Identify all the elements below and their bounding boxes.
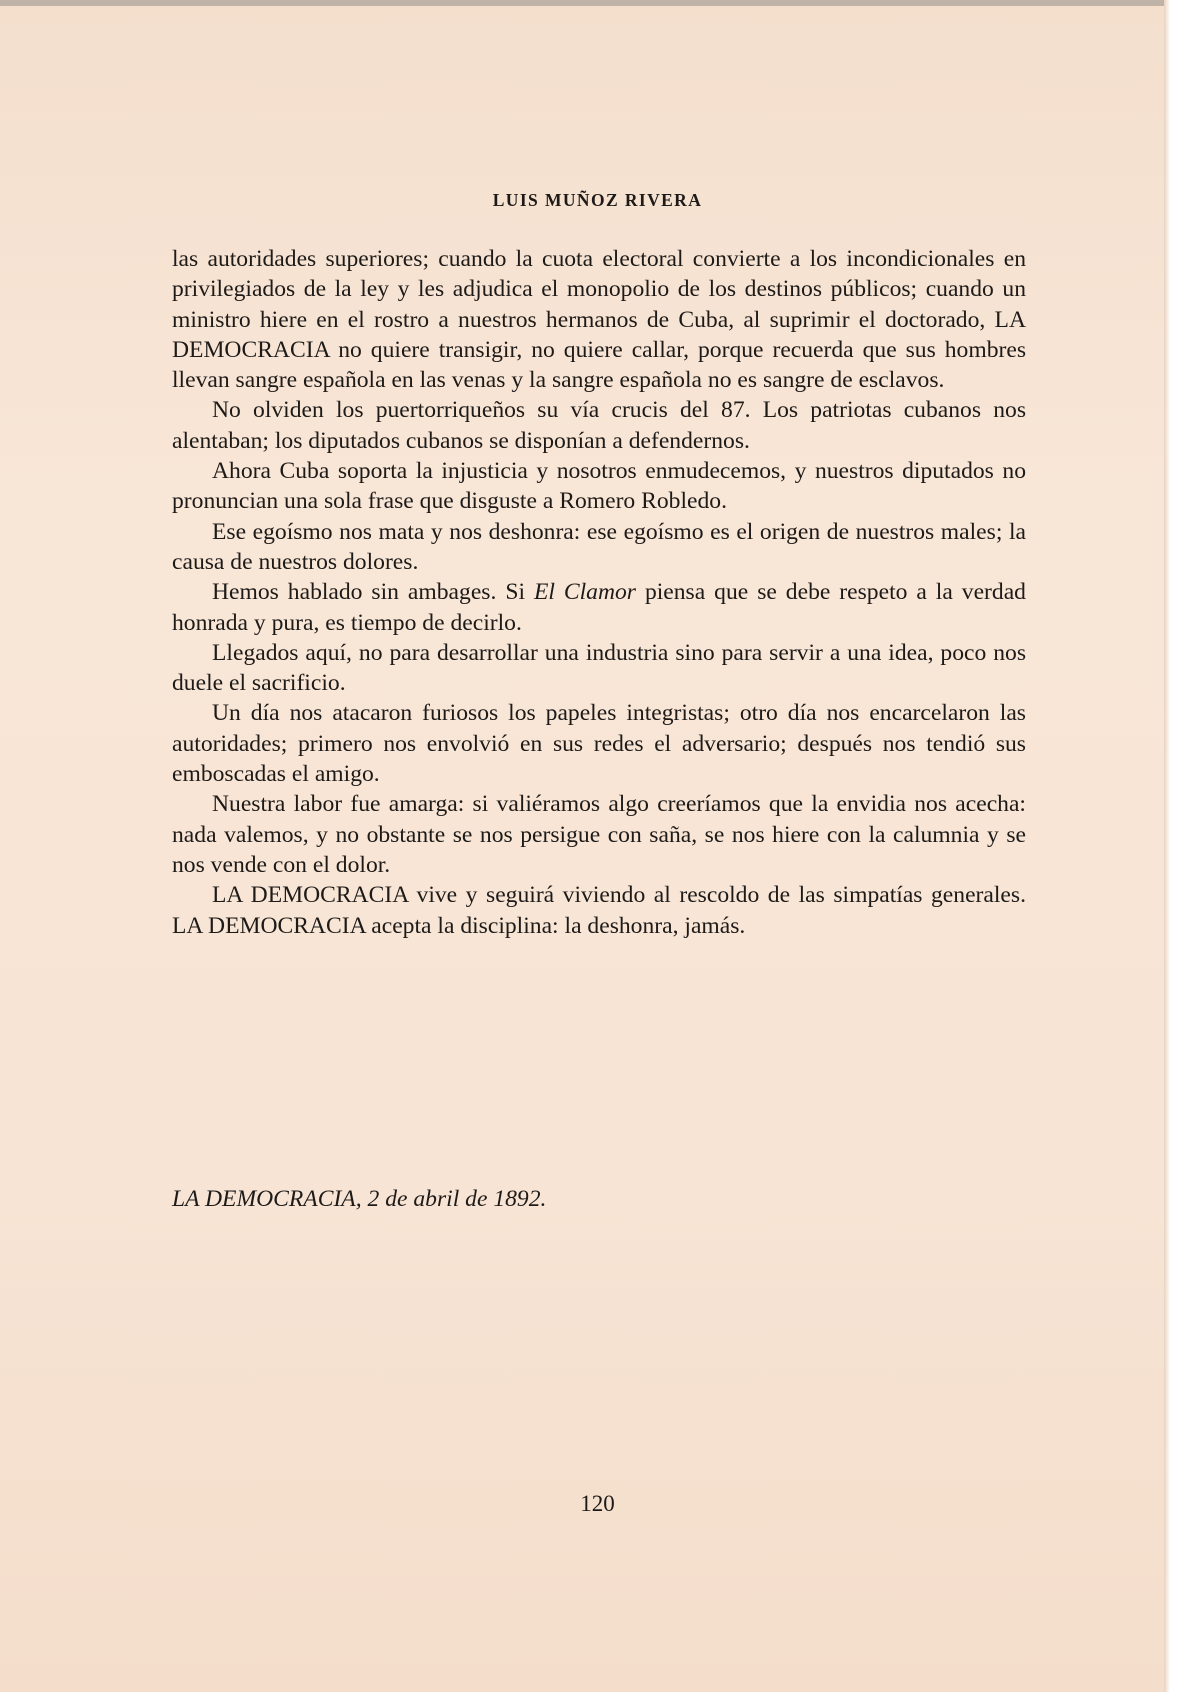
paragraph: Ese egoísmo nos mata y nos deshonra: ese egoísmo es el origen de nuestros males; la causa de nuestros dolores. [172, 518, 1026, 575]
paragraph: LA DEMOCRACIA vive y seguirá viviendo al rescoldo de las simpatías generales. LA DEMOCRACIA acepta la disciplina: la deshonra, jamás. [172, 882, 1026, 939]
paragraph [172, 577, 1026, 638]
paragraph-text: piensa que se debe respeto a la verdad honrada y pura, es tiempo de decirlo. [172, 579, 1026, 636]
paragraph: Ahora Cuba soporta la injusticia y nosotros enmudecemos, y nuestros diputados no pronuncian una sola frase que disguste a Romero Robledo. [172, 458, 1026, 515]
paragraph: las autoridades superiores; cuando la cuota electoral convierte a los incondicionales en privilegiados de la ley y les adjudica el monopolio de los destinos públicos; cuando un ministro hiere en el rostro a nuestros hermanos de Cuba, al suprimir el doctorado, LA DEMOCRACIA no quiere transigir, no quiere callar, porque recuerda que sus hombres llevan sangre española en las venas y la sangre española no es sangre de esclavos. [172, 246, 1026, 394]
page-number: 120 [580, 1491, 615, 1516]
running-head: LUIS MUÑOZ RIVERA [492, 190, 703, 210]
paragraph: No olviden los puertorriqueños su vía crucis del 87. Los patriotas cubanos nos alentaban; los diputados cubanos se disponían a defendernos. [172, 397, 1026, 454]
paragraph: Un día nos atacaron furiosos los papeles integristas; otro día nos encarcelaron las autoridades; primero nos envolvió en sus redes el adversario; después nos tendió sus emboscadas el amigo. [172, 700, 1026, 788]
page-top-edge [0, 0, 1170, 6]
body-text [172, 244, 1026, 941]
paragraph: Nuestra labor fue amarga: si valiéramos algo creeríamos que la envidia nos acecha: nada valemos, y no obstante se nos persigue con saña, se nos hiere con la calumnia y se nos vende con el dolor. [172, 791, 1026, 878]
page-right-edge [1164, 0, 1170, 1692]
newspaper-title: El Clamor [533, 579, 636, 606]
paragraph: Llegados aquí, no para desarrollar una industria sino para servir a una idea, poco nos duele el sacrificio. [172, 639, 1026, 697]
source-citation: LA DEMOCRACIA, 2 de abril de 1892. [172, 1186, 547, 1212]
paragraph-text: Hemos hablado sin ambages. Si [212, 579, 534, 606]
